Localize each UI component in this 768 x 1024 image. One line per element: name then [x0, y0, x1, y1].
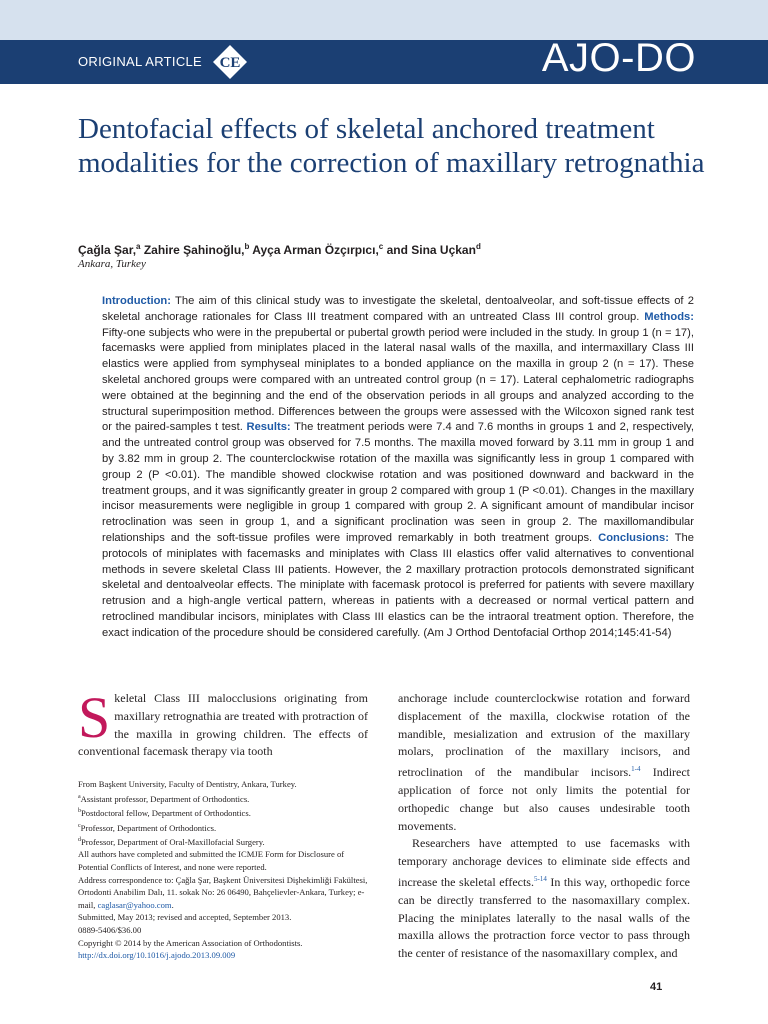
abstract-conclusions-heading: Conclusions: [598, 531, 669, 544]
footnote-author-c: $^c$Professor, Department of Orthodontics. [78, 822, 217, 833]
doi-link[interactable]: http://dx.doi.org/10.1016/j.ajodo.2013.09.009 [78, 950, 236, 961]
header-top-band [0, 0, 768, 40]
body-right-column [398, 690, 690, 963]
footnote-copyright: Copyright © 2014 by the American Association of Orthodontists. [78, 937, 303, 948]
body-paragraph: keletal Class III malocclusions originating from maxillary retrognathia are treated with protraction of the maxilla in growing children. The effects of conventional facemask therapy via tooth [78, 691, 368, 759]
footnote-author-b: $^b$Postdoctoral fellow, Department of Orthodontics. [78, 807, 251, 818]
footnote-author-d: $^d$Professor, Department of Oral-Maxillofacial Surgery. [78, 836, 265, 847]
author-location: Ankara, Turkey [78, 258, 146, 270]
drop-cap: S [78, 685, 111, 750]
article-type-label: ORIGINAL ARTICLE [78, 54, 203, 69]
footnote-author-a: $^a$Assistant professor, Department of Orthodontics. [78, 793, 250, 804]
article-title: Dentofacial effects of skeletal anchored treatment modalities for the correction of maxillary retrognathia [78, 113, 705, 179]
abstract-conclusions-text: The protocols of miniplates with facemasks and miniplates with Class III elastics offer valid alternatives to conventional methods in severe skeletal Class III patients. However, the 2 maxillary protraction protocols demonstrated significant skeletal and dentoalveolar effects. The miniplate with facemask protocol is preferred for patients with severe maxillary retrusion and a high-angle vertical pattern, whereas in patients with a decreased or normal vertical pattern and retroclined mandibular incisors, miniplates with Class III elastics can be the intraoral treatment option. Therefore, the exact indication of the procedure should be considered carefully. (Am J Orthod Dentofacial Orthop 2014;145:41-54) [102, 531, 694, 639]
body-paragraph: Researchers have attempted to use facemasks with temporary anchorage devices to eliminate side effects and increase the skeletal effects.$^{5-14}$ In this way, orthopedic force can be directly transferred to the nasomaxillary complex. Placing the miniplates laterally to the nasal walls of the maxilla allows the protraction force vector to pass through the center of resistance of the nasomaxillary complex, and [398, 836, 691, 961]
abstract-methods-text: Fifty-one subjects who were in the prepubertal or pubertal growth period were included in the study. In group 1 (n = 17), facemasks were applied from miniplates placed in the lateral nasal walls of the maxilla, and intermaxillary Class III elastics were applied from symphyseal miniplates to a bonded appliance on the maxilla in group 2 (n = 17). These skeletal anchored groups were compared with an untreated control group (n = 17). Lateral cephalometric radiographs were obtained at the beginning and the end of the observation periods in all groups and analyzed according to the structural superimposition method. Differences between the groups were assessed with the Wilcoxon signed rank test or the paired-samples t test. [102, 326, 694, 434]
ce-badge-icon [212, 44, 248, 80]
footnotes [78, 778, 370, 962]
author-name: Ayça Arman Özçırpıcı, [249, 243, 379, 257]
journal-name: AJO-DO [541, 36, 696, 80]
author-affiliation-mark: d [475, 242, 481, 251]
body-left-column [78, 685, 368, 761]
footnote-conflict-disclosure: All authors have completed and submitted the ICMJE Form for Disclosure of Potential Conflicts of Interest, and none were reported. [78, 849, 345, 872]
author-affiliation-mark: c [378, 242, 384, 251]
abstract-introduction-heading: Introduction: [102, 295, 171, 307]
abstract-methods-heading: Methods: [644, 310, 694, 323]
email-link[interactable]: caglasar@yahoo.com [97, 899, 172, 910]
author-name: and Sina Uçkan [383, 243, 476, 257]
ce-badge-text: CE [219, 55, 241, 71]
footnote-correspondence: Address correspondence to: Çağla Şar, Başkent Üniversitesi Dişhekimliği Fakültesi, Ortodonti Anabilim Dalı, 11. sokak No: 26 06490, Bahçelievler-Ankara, Turkey; e-mail, caglasar@yahoo.com. [78, 874, 368, 910]
citation-reference[interactable]: 1-4 [631, 765, 641, 774]
page-number: 41 [650, 981, 663, 993]
author-name: Zahire Şahinoğlu, [140, 243, 245, 257]
footnote-submission-dates: Submitted, May 2013; revised and accepted, September 2013. [78, 912, 292, 923]
abstract-results-text: The treatment periods were 7.4 and 7.6 months in groups 1 and 2, respectively, and the untreated control group was observed for 7.5 months. The maxilla moved forward by 3.11 mm in group 1 and by 3.82 mm in group 2. The counterclockwise rotation of the maxilla was significantly less in group 1 compared with group 2 (P <0.01). The mandible showed clockwise rotation and was positioned downward and backward in the treatment groups, and it was significantly greater in group 2 compared with group 1 (P <0.01). Changes in the maxillary incisor measurements were negligible in group 1 compared with group 2. A significant amount of mandibular incisor retroclination was seen in group 1, and a significant proclination was seen in group 2. The maxillomandibular relationships and the soft-tissue profiles were improved remarkably in both treatment groups. [102, 421, 694, 544]
abstract [102, 294, 694, 642]
author-affiliation-mark: b [244, 242, 250, 251]
author-affiliation-mark: a [136, 242, 141, 251]
author-list [78, 242, 718, 257]
abstract-introduction-text: The aim of this clinical study was to investigate the skeletal, dentoalveolar, and soft-tissue effects of 2 skeletal anchorage rationales for Class III treatment compared with an untreated Class III control group. [102, 295, 694, 323]
body-paragraph: anchorage include counterclockwise rotation and forward displacement of the maxilla, clockwise rotation of the mandible, mesialization and extrusion of the maxillary molars, proclination of the maxillary incisors, and retroclination of the mandibular incisors.$^{1-4}$ Indirect application of force not only limits the potential for orthopedic change but also causes undesirable tooth movements. [398, 691, 691, 833]
footnote-issn: 0889-5406/$36.00 [78, 924, 142, 935]
abstract-results-heading: Results: [246, 421, 291, 434]
author-name: Çağla Şar, [78, 243, 137, 257]
citation-reference[interactable]: 5-14 [533, 874, 547, 883]
footnote-institution: From Başkent University, Faculty of Dentistry, Ankara, Turkey. [78, 779, 297, 789]
